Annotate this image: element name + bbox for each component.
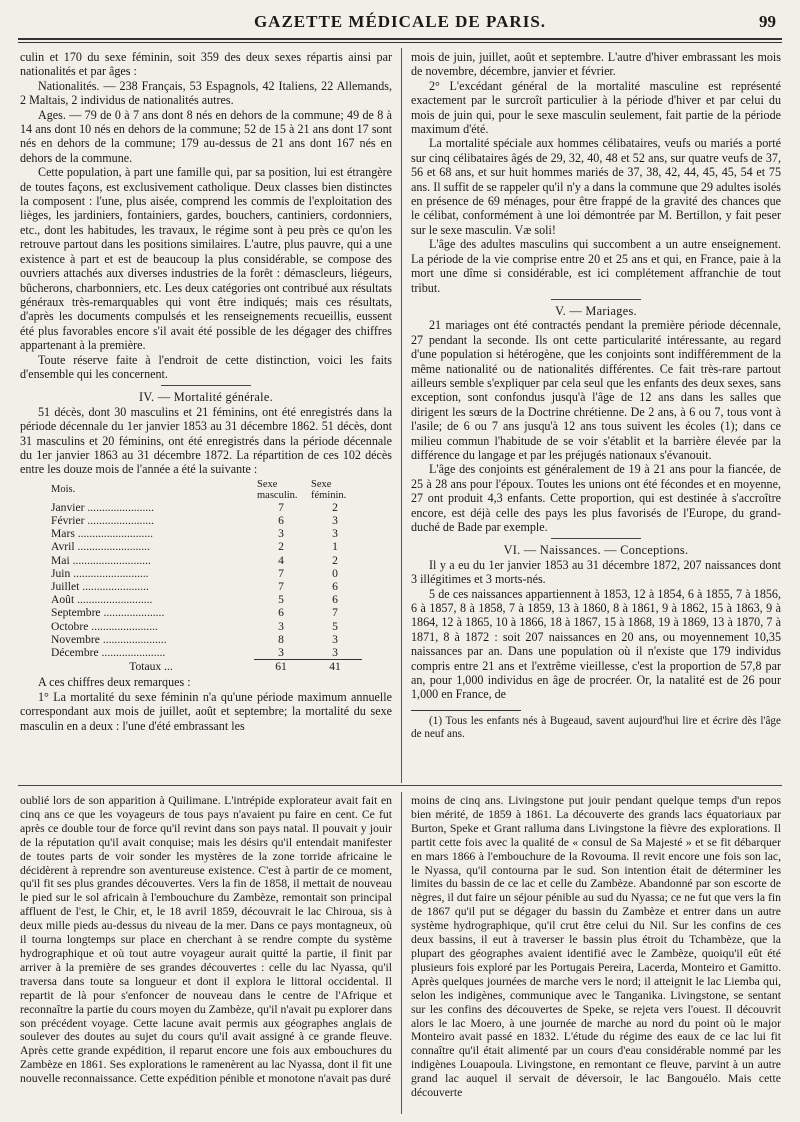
table-cell-female: 3	[332, 527, 338, 541]
table-cell-month: Juillet .......................	[51, 580, 149, 593]
table-row	[48, 593, 362, 606]
table-cell-month: Octobre .......................	[51, 619, 158, 633]
table-cell-month: Juin ..........................	[51, 566, 149, 580]
table-cell-female: 6	[332, 593, 338, 607]
paragraph-age-adultes: L'âge des adultes masculins qui succombent a un autre enseignement. La période de la vie comprise entre 20 et 25 ans et qui, en France, paie à la mort une dîme si considérable, est ici complétement affranchie de tout tribut.	[411, 237, 781, 295]
paragraph-mariages: 21 mariages ont été contractés pendant la première période décennale, 27 pendant la seconde. Ils ont cette particularité intéressante, au regard d'une population si hétérogène, que les conjoints sont indifféremment de la même nationalité ou de nationalités différentes. Ce fait très-rare partout ailleurs semble s'expliquer par cela seul que les enfants des deux sexes, sans exception, sont confondus jusqu'à l'âge de 12 ans dans les salles que dirigent les sœurs de la Doctrine chrétienne. De 2 ans, à 6 ou 7, tous vont à l'asile; de 6 ou 7 ans jusqu'à 12 ans tous suivent les écoles (1); dans ce milieu commun l'habitude de se voir s'établit et la barrière élevée par la différence du langage et par les préjugés nationaux s'évanouit.	[411, 318, 781, 462]
paragraph: culin et 170 du sexe féminin, soit 359 des deux sexes répartis ainsi par nationalités et par âges :	[20, 50, 392, 79]
table-cell-month: Février .......................	[51, 513, 155, 527]
table-header-male: Sexe masculin.	[257, 478, 298, 501]
table-cell-female: 0	[332, 566, 338, 580]
table-cell-female: 3	[332, 646, 338, 660]
section-divider	[551, 299, 641, 300]
table-cell-female: 2	[332, 500, 338, 514]
table-cell-female: 1	[332, 540, 338, 554]
table-row	[48, 620, 362, 633]
header-rule	[18, 38, 782, 40]
bottom-left-column	[20, 794, 392, 1086]
paragraph: mois de juin, juillet, août et septembre. L'autre d'hiver embrassant les mois de novembre, décembre, janvier et février.	[411, 50, 781, 79]
paragraph-naissances: Il y a eu du 1er janvier 1853 au 31 décembre 1872, 207 naissances dont 3 illégitimes et 3 morts-nés.	[411, 557, 781, 587]
paragraph-livingstone: oublié lors de son apparition à Quilimane. L'intrépide explorateur avait fait en cinq ans ce que les voyageurs de tous pays n'avaient pu faire en cent. Ce fut après ce double tour de force qu'il revint dans son pays natal. Il pouvait y jouir de la réputation qu'il avait conquise; mais les désirs qu'il entendait manifester de toutes parts de voir sonder les mystères de la zone torride africaine le décidèrent à reprendre son aventureuse existence. C'est à partir de ce moment, qu'il fit ses plus grandes découvertes. Vers la fin de 1858, il mettait de nouveau le pied sur le sol africain à l'embouchure du Zambèze, remontait son principal affluent de l'est, le Chir, et, le 18 avril 1859, découvrait le lac Chiroua, sis à deux mille pieds au-dessus du niveau de la mer. Dans ce pays montagneux, où il tourna longtemps sur place en cherchant à se rendre compte du système hydrographique et où tout autre voyageur aurait quitté la partie, il finit par arriver à la première de ses grandes découvertes : celle du lac Nyassa, qu'il traversa dans toute sa longueur et dont il explora le littoral occidental. Il repartit de là pour s'enfoncer de nouveau dans le centre de l'Afrique et reconnaître la partie du cours moyen du Zambèze, qu'il n'avait pu explorer dans son précédent voyage. Cette lacune avait permis aux géographes anglais de soulever des doutes au sujet du cours qu'il avait assigné à ce grande fleuve. Après cette grande expédition, il reparut encore une fois aux embouchures du Zambèze en 1861. Ses explorations le ramenèrent au lac Nyassa, dont il fit une nouvelle reconnaissance. Cette expédition pénible et monotone n'avait pas duré	[20, 794, 392, 1086]
paragraph-nationalites: Nationalités. — 238 Français, 53 Espagnols, 42 Italiens, 22 Allemands, 2 Maltais, 2 individus de nationalités autres.	[20, 78, 392, 108]
table-cell-female: 3	[332, 513, 338, 527]
column-separator-top	[401, 48, 402, 783]
mortality-table	[48, 479, 362, 674]
table-cell-male: 7	[278, 580, 284, 593]
section-heading-naissances: VI. — Naissances. — Conceptions.	[503, 543, 689, 558]
paragraph-age-conjoints: L'âge des conjoints est généralement de 19 à 21 ans pour la fiancée, de 25 à 28 ans pour l'époux. Toutes les unions ont été fécondes et en moyenne, 27 ont produit 4,3 enfants. Cette proportion, qui est destinée à s'accroître encore, est déjà celle des pays les plus favorisés de l'Europe, du grand-duché de Bade par exemple.	[411, 462, 781, 534]
paragraph: Toute réserve faite à l'endroit de cette distinction, voici les faits d'ensemble qui les concernent.	[20, 352, 392, 381]
table-cell-female: 2	[332, 553, 338, 567]
table-row	[48, 527, 362, 540]
table-cell-month: Janvier .......................	[51, 500, 155, 514]
table-row	[48, 540, 362, 553]
table-cell-month: Novembre ......................	[51, 632, 167, 646]
table-cell-male: 6	[278, 513, 284, 527]
table-cell-male: 4	[278, 553, 284, 567]
paragraph-deces: 51 décès, dont 30 masculins et 21 féminins, ont été enregistrés dans la période décennale du 1er janvier 1853 au 31 décembre 1862. 51 décès, dont 31 masculins et 20 féminins, ont été enregistrés dans la période décennale du 1er janvier 1863 au 31 décembre 1872. La répartition de ces 102 décès entre les douze mois de l'année a été la suivante :	[20, 404, 392, 477]
table-total-label: Totaux ...	[129, 659, 173, 673]
table-cell-female: 7	[332, 606, 338, 620]
table-total-male: 61	[254, 660, 308, 674]
paragraph-remarque-2: 2° L'excédant général de la mortalité masculine est représenté exactement par le surcroît particulier à la période d'hiver et par celui du mois de juin qui, pour le sexe masculin seulement, fait partie de la période maximum d'été.	[411, 78, 781, 137]
table-cell-male: 2	[278, 540, 284, 554]
paragraph-naissances-detail: 5 de ces naissances appartiennent à 1853, 12 à 1854, 6 à 1855, 7 à 1856, 6 à 1857, 8 à 1858, 7 à 1859, 13 à 1860, 8 à 1861, 9 à 1862, 15 à 1863, 9 à 1864, 12 à 1865, 10 à 1866, 18 à 1867, 15 à 1868, 19 à 1869, 13 à 1870, 7 à 1871, 8 à 1872 : soit 207 naissances en 20 ans, ou moyennement 10,35 naissances par an. Dans une population où il n'existe que 179 individus compris entre 21 ans et l'extrême vieillesse, c'est la proportion de 57,8 par an, pour 1,000 individus en âge de procréer. Or, la natalité est de 26 pour 1,000 en France, de	[411, 586, 781, 702]
table-cell-month: Avril .........................	[51, 540, 150, 554]
feuilleton-separator	[18, 785, 782, 786]
section-divider	[551, 538, 641, 539]
table-cell-month: Mars ..........................	[51, 527, 154, 541]
footnote: (1) Tous les enfants nés à Bugeaud, savent aujourd'hui lire et écrire dès l'âge de neuf ans.	[411, 714, 781, 740]
table-cell-month: Septembre .....................	[51, 606, 165, 620]
table-row	[48, 501, 362, 514]
table-row	[48, 567, 362, 580]
table-cell-male: 6	[278, 606, 284, 620]
table-cell-male: 3	[278, 619, 284, 633]
table-row	[48, 606, 362, 619]
table-row	[48, 514, 362, 527]
section-divider	[161, 385, 251, 386]
journal-title: GAZETTE MÉDICALE DE PARIS.	[253, 12, 547, 31]
table-cell-male: 3	[278, 646, 284, 660]
paragraph-population: Cette population, à part une famille qui, par sa position, lui est étrangère de toutes façons, est exclusivement catholique. Deux classes bien distinctes la composent : l'une, plus aisée, comprend les commis de l'exploitation des lièges, les jardiniers, fontainiers, gardes, bouchers, cantiniers, cordonniers, etc., dont les habitudes, les travaux, le régime sont à peu près ce qu'on les retrouve partout dans les positions similaires. L'autre, plus pauvre, qui a une existence à part et est de beaucoup la plus considérable, se compose des ouvriers attachés aux diverses industries de la forêt : démascleurs, liégeurs, bûcherons, charbonniers, etc. Les deux catégories ont contribué aux résultats généraux très-remarquables qui vont être indiqués; mais ces résultats, d'après les documents compulsés et les renseignements recueillis, eussent été plus favorables encore s'il avait été possible de les dégager des chiffres appartenant à la première.	[20, 165, 392, 353]
table-cell-male: 7	[278, 500, 284, 514]
table-row	[48, 633, 362, 646]
table-cell-month: Mai ...........................	[51, 553, 151, 567]
table-row	[48, 646, 362, 660]
table-header-month: Mois.	[51, 484, 76, 496]
right-column	[411, 50, 781, 741]
section-heading-mariages: V. — Mariages.	[555, 303, 637, 318]
bottom-right-column	[411, 794, 781, 1100]
table-cell-month: Août ..........................	[51, 593, 153, 607]
table-cell-male: 5	[278, 593, 284, 607]
left-column	[20, 50, 392, 733]
table-cell-male: 8	[278, 632, 284, 646]
table-row	[48, 554, 362, 567]
section-heading-mortalite: IV. — Mortalité générale.	[139, 390, 273, 405]
header-rule-thin	[18, 42, 782, 43]
table-cell-female: 6	[332, 580, 338, 593]
table-cell-male: 3	[278, 527, 284, 541]
table-header-female: Sexe féminin.	[311, 478, 347, 501]
table-total-female: 41	[308, 660, 362, 674]
table-cell-month: Décembre ......................	[51, 646, 166, 660]
table-cell-female: 3	[332, 632, 338, 646]
paragraph-ages: Ages. — 79 de 0 à 7 ans dont 8 nés en dehors de la commune; 49 de 8 à 14 ans dont 10 nés en dehors de la commune; 52 de 15 à 21 ans dont 17 sont nés en dehors de la commune; 179 au-dessus de 21 ans dont 167 nés en dehors de la commune.	[20, 107, 392, 165]
paragraph-livingstone-cont: moins de cinq ans. Livingstone put jouir pendant quelque temps d'un repos bien mérité, de 1859 à 1861. La découverte des grands lacs équatoriaux par Burton, Speke et Grant ralluma dans Livingstone la fièvre des explorations. Il partit cette fois avec la qualité de « consul de Sa Majesté » et se fit débarquer en mars 1866 à l'embouchure de la Rovouma. Il revit encore une fois son lac, le Nyassa, qu'il contourna par le sud. Son intention était de déterminer les limites du bassin de ce lac et celle du Zambèze. Abandonné par son escorte de nègres, il dut faire un séjour pénible au sud du Nyassa; ce ne fut que vers la fin de 1867 qu'il put se dégager du bassin du Zambèze et entrer dans un autre système hydrographique, qu'il crut être celui du Nil. Sur les confins de ces deux bassins, il eut à traverser le bassin plus étroit du Tchambèze, que la plupart des géographes avaient identifié avec le Zambèze, quoiqu'il eût été plusieurs fois exploré par les Portugais Pereira, Lacerda, Monteiro et Gamitto. Après quelques journées de marche vers le nord; il atteignit le lac Liemba qui, selon les indigènes, communique avec le Tanganika. Livingstone, se sentant sur les confins des découvertes de Speke, se rejeta vers l'ouest. Il découvrit alors le lac Moero, à une journée de marche au nord du point où le major Monteiro avait passé en 1832. L'étude du régime des eaux de ce lac lui fit connaître qu'il était alimenté par un cours d'eau considérable nommé par les indigènes Louapoula. Livingstone, en remontant ce fleuve, parvint à un autre grand lac auquel il servait de déversoir, le lac Bangouélo. Mais cette découverte	[411, 794, 781, 1100]
column-separator-bottom	[401, 792, 402, 1114]
page-header	[18, 10, 782, 36]
table-cell-female: 5	[332, 619, 338, 633]
footnote-rule	[411, 710, 521, 711]
paragraph-remarque-1: 1° La mortalité du sexe féminin n'a qu'une période maximum annuelle correspondant aux mois de juillet, août et septembre; la mortalité du sexe masculin en a deux : l'une d'été embrassant les	[20, 689, 392, 733]
table-cell-male: 7	[278, 566, 284, 580]
table-row	[48, 580, 362, 593]
paragraph-celibataires: La mortalité spéciale aux hommes célibataires, veufs ou mariés a porté sur cinq célibataires âgés de 29, 32, 40, 48 et 52 ans, sur quatre veufs de 37, 56 et 68 ans, et sur huit hommes mariés de 37, 38, 42, 44, 45, 45, 54 et 75 ans. Il suffit de se rappeler qu'il n'y a dans la commune que 29 adultes isolés en présence de 69 ménages, pour être frappé de la gravité des chances que le célibat, conformément à une loi démontrée par M. Bertillon, y fait peser sur le sexe masculin. Væ soli!	[411, 136, 781, 237]
paragraph: A ces chiffres deux remarques :	[38, 675, 191, 690]
page-number: 99	[759, 12, 776, 31]
